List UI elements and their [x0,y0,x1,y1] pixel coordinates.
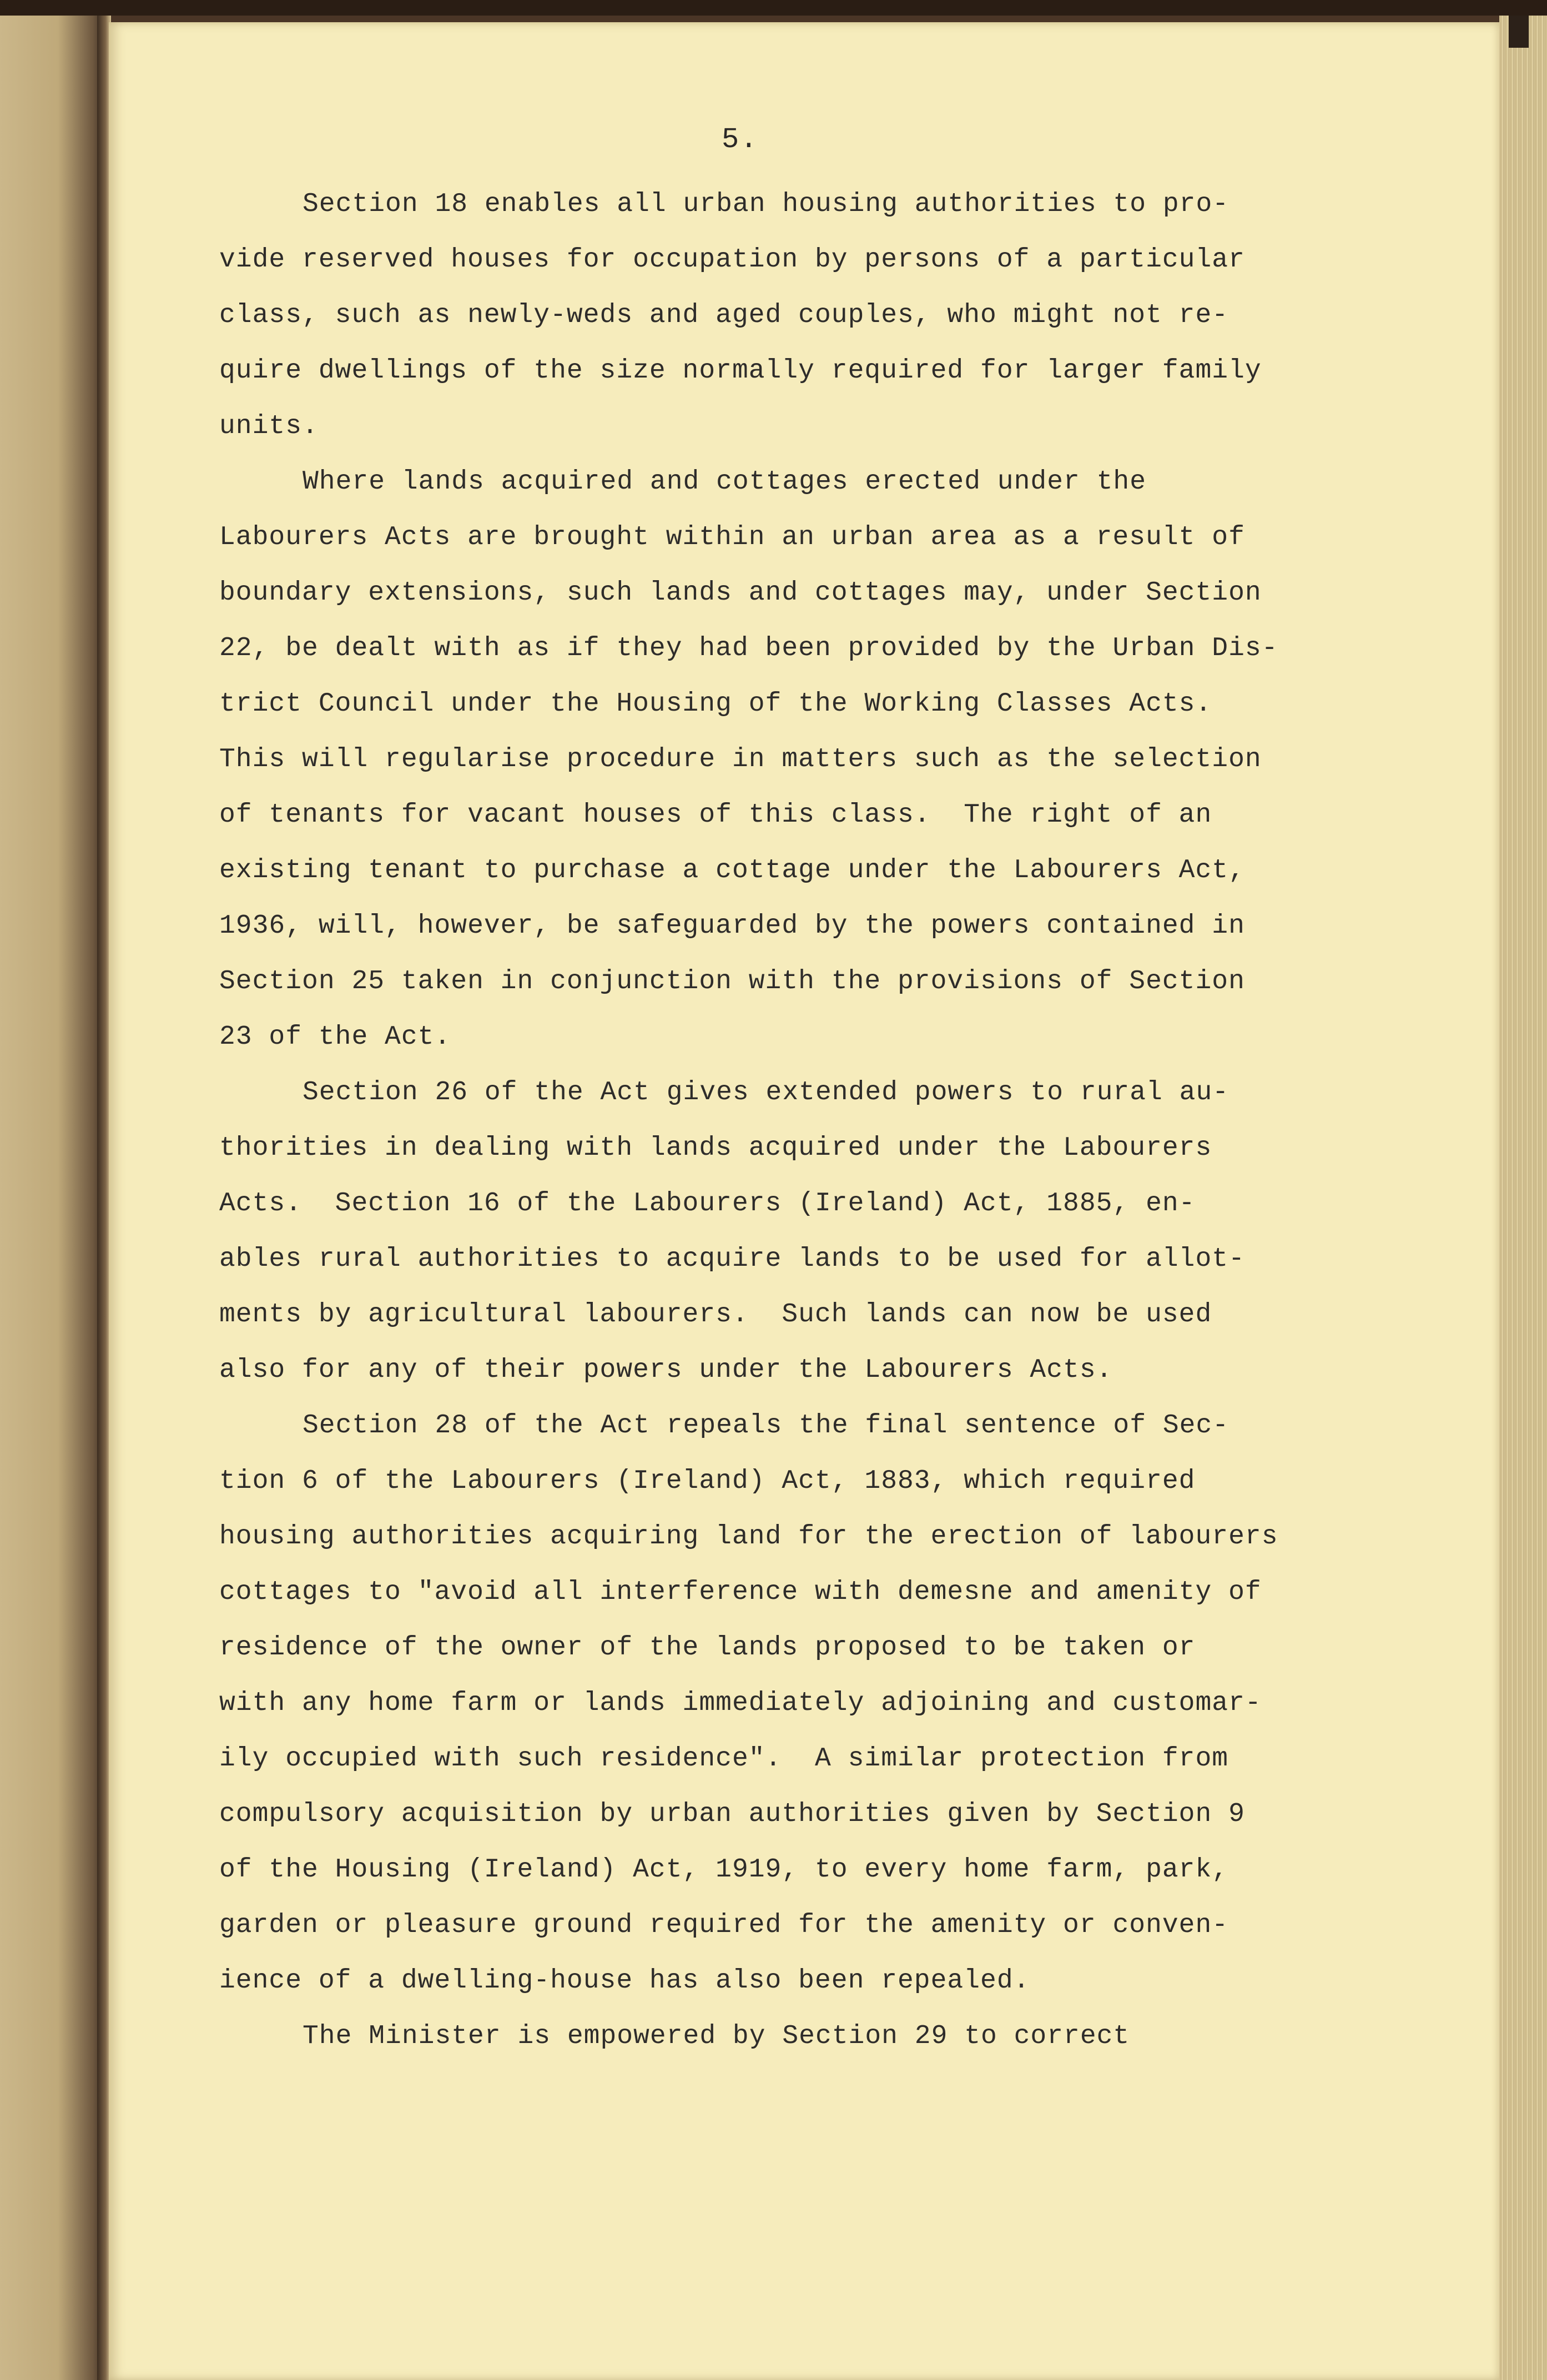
text-line: of tenants for vacant houses of this class. The right of an [219,800,1212,830]
text-line: thorities in dealing with lands acquired under the Labourers [219,1133,1212,1163]
left-page-edge [0,16,105,2380]
text-line: Section 25 taken in conjunction with the provisions of Section [219,967,1245,997]
text-line: quire dwellings of the size normally required for larger family [219,356,1262,386]
text-line: Where lands acquired and cottages erected under the [303,467,1147,497]
text-line: Acts. Section 16 of the Labourers (Ireland) Act, 1885, en- [219,1189,1196,1219]
text-line: 1936, will, however, be safeguarded by the powers contained in [219,911,1245,941]
text-line: 22, be dealt with as if they had been provided by the Urban Dis- [219,633,1278,663]
text-line: units. [219,411,319,441]
text-line: housing authorities acquiring land for the erection of labourers [219,1522,1278,1552]
text-line: cottages to "avoid all interference with demesne and amenity of [219,1577,1262,1607]
text-line: The Minister is empowered by Section 29 to correct [303,2021,1130,2051]
text-line: Section 26 of the Act gives extended powers to rural au- [303,1078,1229,1108]
text-line: of the Housing (Ireland) Act, 1919, to every home farm, park, [219,1855,1229,1885]
text-line: tion 6 of the Labourers (Ireland) Act, 1883, which required [219,1466,1196,1496]
text-line: 23 of the Act. [219,1022,451,1052]
text-line: ables rural authorities to acquire lands to be used for allot- [219,1244,1245,1274]
binding-tab [1509,16,1529,48]
scan-top-edge [0,0,1547,16]
text-line: Labourers Acts are brought within an urban area as a result of [219,522,1245,552]
text-line: with any home farm or lands immediately adjoining and customar- [219,1688,1262,1718]
text-line: garden or pleasure ground required for the amenity or conven- [219,1910,1229,1940]
text-line: Section 18 enables all urban housing authorities to pro- [303,189,1229,219]
text-line: residence of the owner of the lands proposed to be taken or [219,1633,1196,1663]
text-line: boundary extensions, such lands and cottages may, under Section [219,578,1262,608]
text-line: ily occupied with such residence". A similar protection from [219,1744,1229,1774]
text-line: Section 28 of the Act repeals the final sentence of Sec- [303,1411,1229,1441]
text-line: class, such as newly-weds and aged couples, who might not re- [219,300,1229,330]
typed-body-text [219,177,1335,2064]
text-line: ments by agricultural labourers. Such lands can now be used [219,1300,1212,1330]
text-line: existing tenant to purchase a cottage under the Labourers Act, [219,856,1245,885]
page-number: 5. [722,123,759,156]
text-line: trict Council under the Housing of the Working Classes Acts. [219,689,1212,719]
text-line: ience of a dwelling-house has also been repealed. [219,1966,1030,1996]
text-line: This will regularise procedure in matters such as the selection [219,744,1262,774]
text-line: also for any of their powers under the Labourers Acts. [219,1355,1113,1385]
text-line: vide reserved houses for occupation by persons of a particular [219,245,1245,275]
page-stack-edge [1499,16,1547,2380]
text-line: compulsory acquisition by urban authorities given by Section 9 [219,1799,1245,1829]
